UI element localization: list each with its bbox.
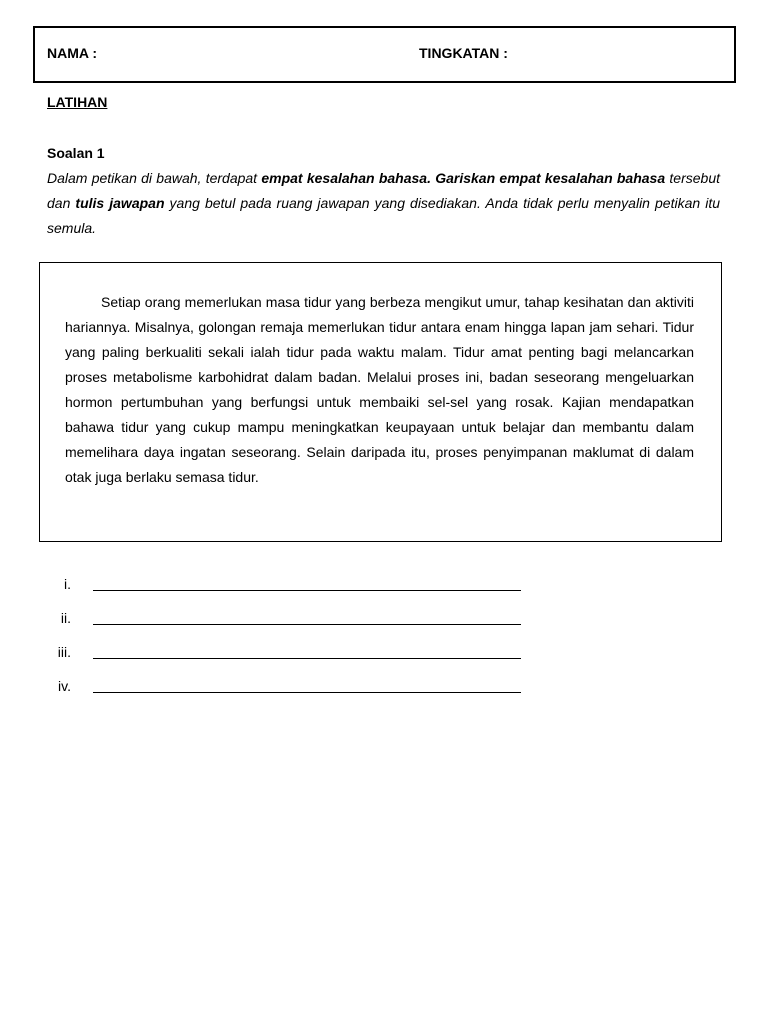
answer-number: iii. xyxy=(57,644,71,660)
student-info-box xyxy=(33,26,736,83)
answer-line[interactable] xyxy=(93,692,521,693)
instruction-text-2: tersebut dan xyxy=(47,170,720,211)
instruction-text-1: Dalam petikan di bawah, terdapat xyxy=(47,170,262,186)
answer-number: ii. xyxy=(60,610,71,626)
section-title: LATIHAN xyxy=(47,94,108,110)
nama-label: NAMA : xyxy=(47,45,98,61)
answer-row[interactable] xyxy=(0,644,768,664)
answer-row[interactable] xyxy=(0,610,768,630)
answer-row[interactable] xyxy=(0,576,768,596)
passage-text: Setiap orang memerlukan masa tidur yang berbeza mengikut umur, tahap kesihatan dan aktiviti hariannya. Misalnya, golongan remaja memerlukan tidur antara enam hingga lapan jam sehari. Tidur yang paling berkualiti sekali ialah tidur pada waktu malam. Tidur amat penting bagi melancarkan proses metabolisme karbohidrat dalam badan. Melalui proses ini, badan seseorang mengeluarkan hormon pertumbuhan yang berfungsi untuk membaiki sel-sel yang rosak. Kajian mendapatkan bahawa tidur yang cukup mampu meningkatkan keupayaan untuk belajar dan membantu dalam memelihara daya ingatan seseorang. Selain daripada itu, proses penyimpanan maklumat di dalam otak juga berlaku semasa tidur. xyxy=(65,294,694,485)
instruction-bold-2: tulis jawapan xyxy=(75,195,165,211)
answer-row[interactable] xyxy=(0,678,768,698)
instruction-text-3: yang betul pada ruang jawapan yang disediakan. Anda tidak perlu menyalin petikan itu semula. xyxy=(47,195,720,236)
answer-line[interactable] xyxy=(93,590,521,591)
answer-line[interactable] xyxy=(93,624,521,625)
question-instruction xyxy=(47,166,720,241)
answer-number: iv. xyxy=(58,678,71,694)
tingkatan-label: TINGKATAN : xyxy=(419,45,508,61)
instruction-bold-1: empat kesalahan bahasa. Gariskan empat kesalahan bahasa xyxy=(261,170,666,186)
passage-box xyxy=(39,262,722,542)
question-title: Soalan 1 xyxy=(47,145,105,161)
answer-number: i. xyxy=(64,576,71,592)
answer-line[interactable] xyxy=(93,658,521,659)
